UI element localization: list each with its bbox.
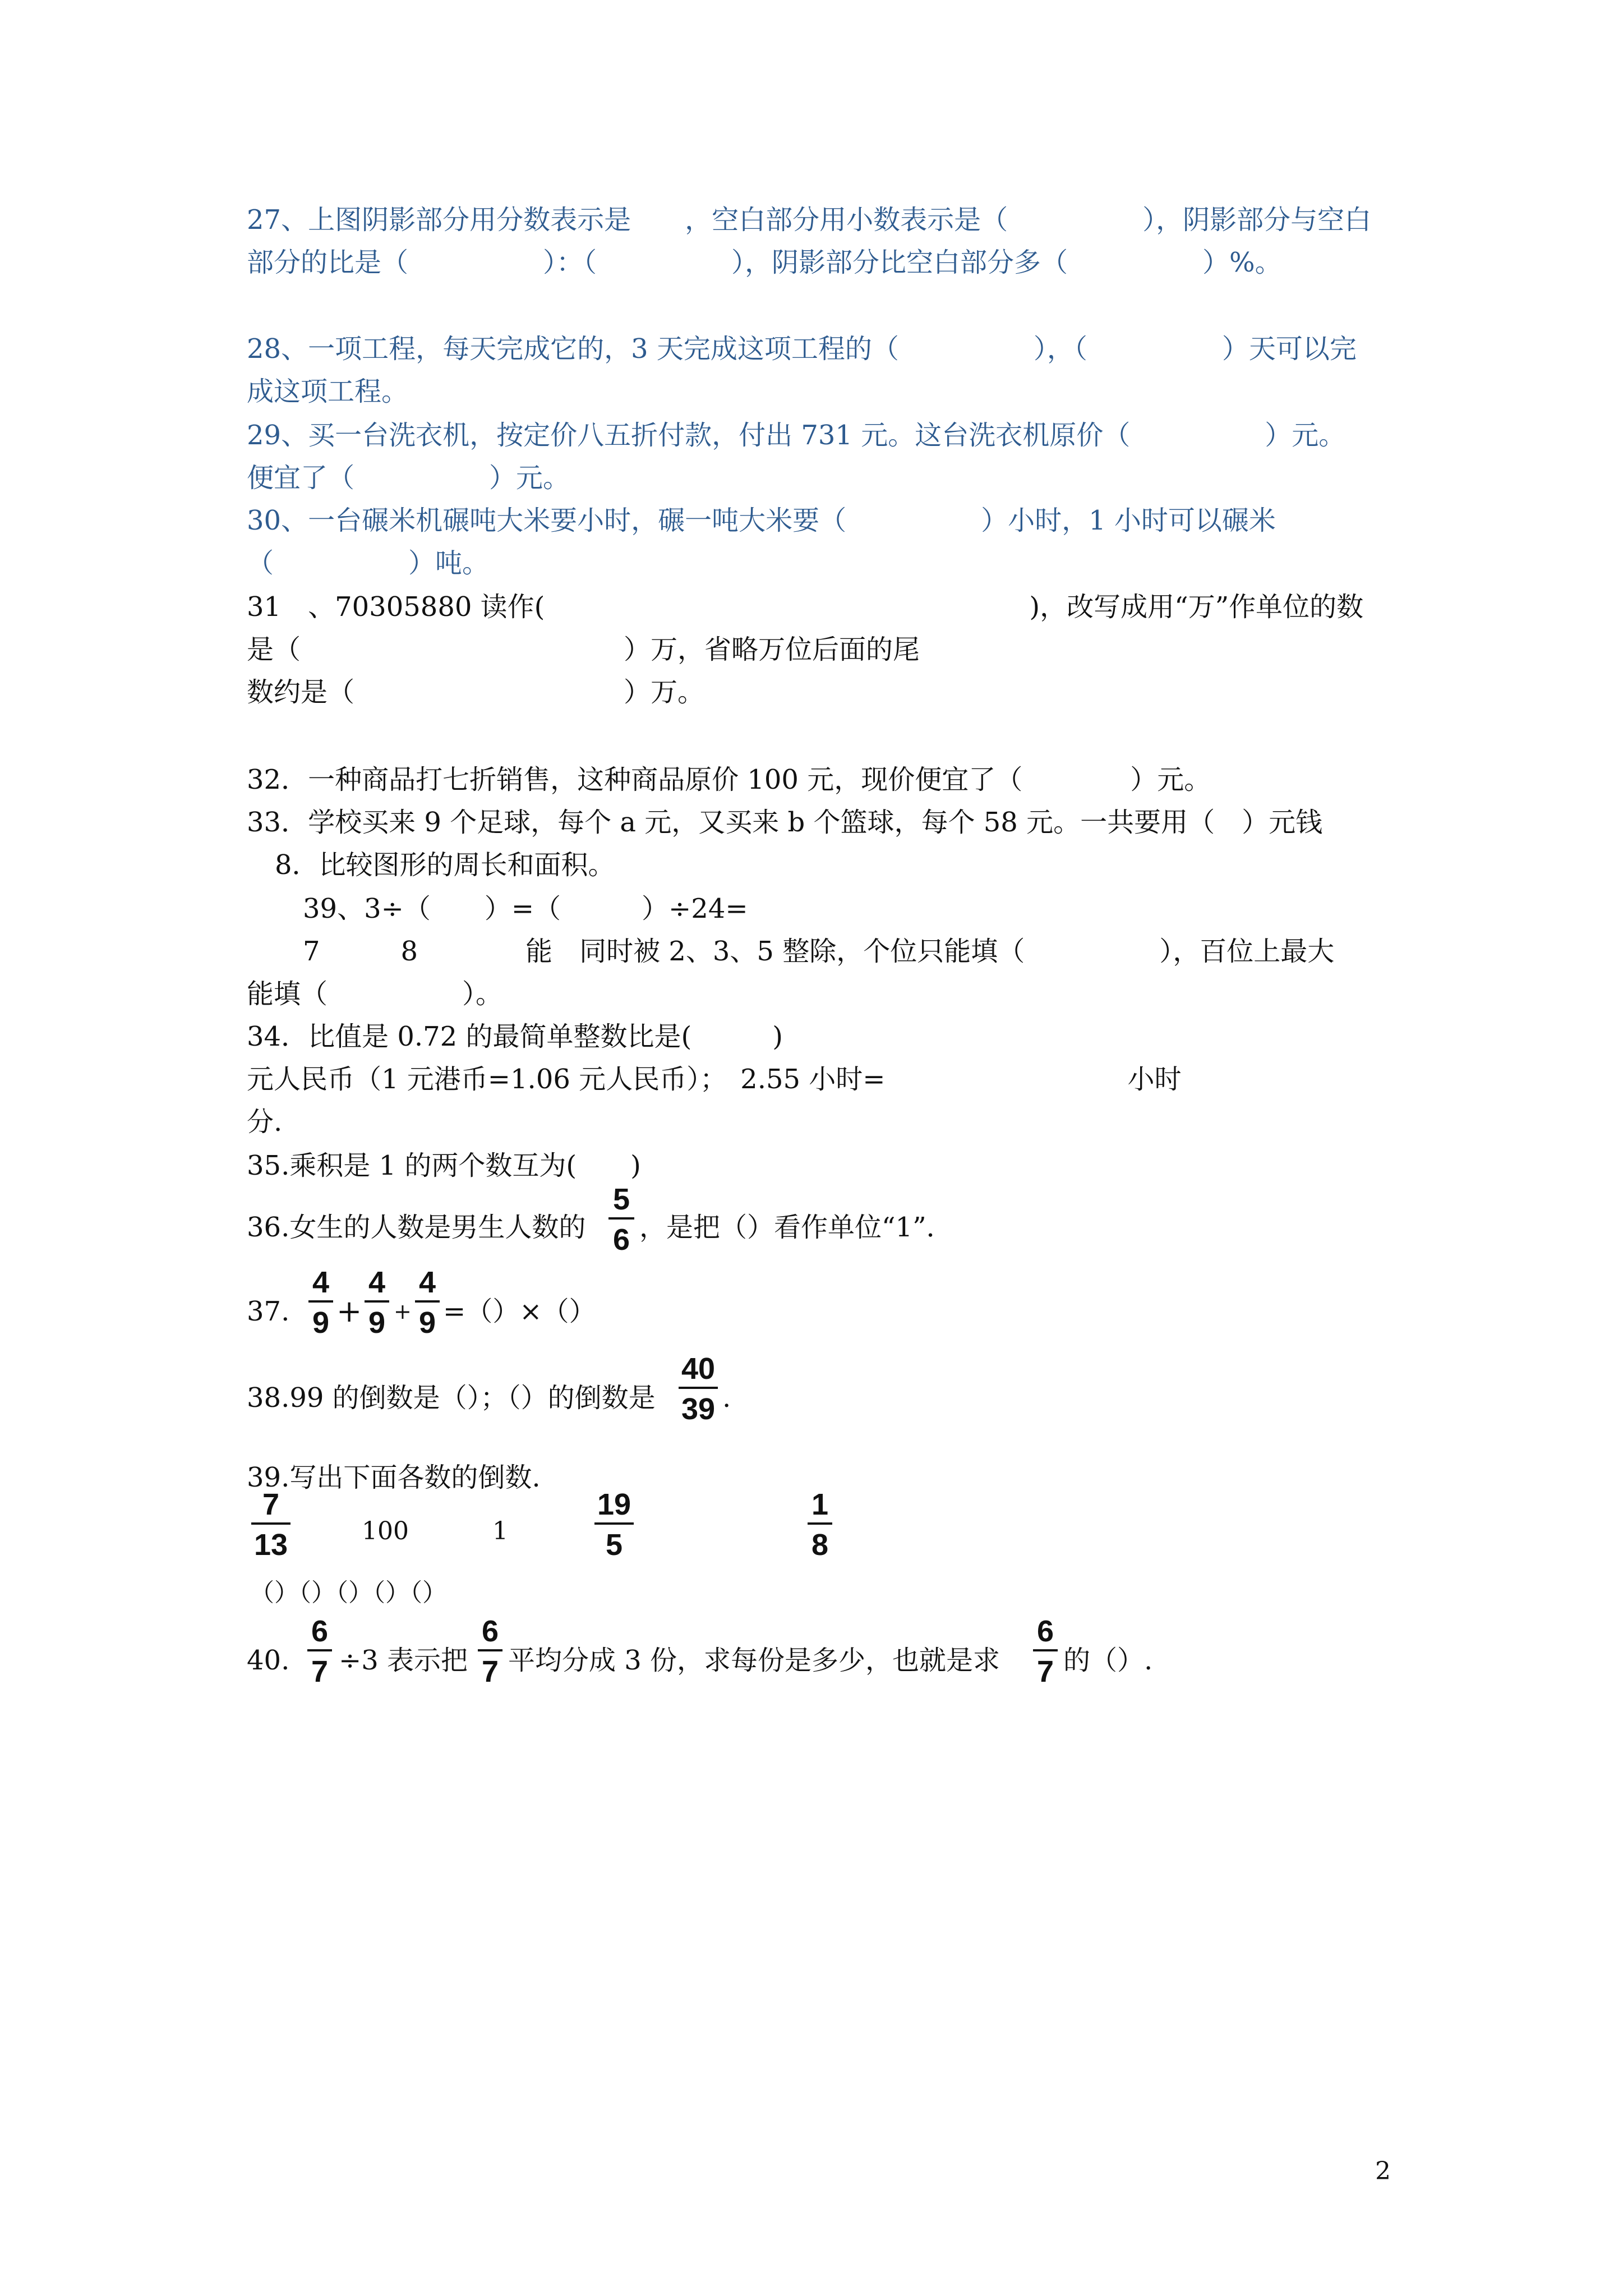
question-34-conversion-line-1: 元人民币（1 元港币=1.06 元人民币）； 2.55 小时= 小时 <box>247 1064 1182 1095</box>
fraction-numerator: 4 <box>418 1266 436 1299</box>
question-39-fraction-1-8 <box>808 1488 832 1562</box>
question-27-line-1: 27、上图阴影部分用分数表示是 ，空白部分用小数表示是（ ），阴影部分与空白 <box>247 204 1372 236</box>
question-38-suffix: . <box>722 1382 731 1414</box>
fraction-denominator: 5 <box>605 1528 623 1562</box>
question-29-line-2: 便宜了（ ）元。 <box>247 462 570 494</box>
question-40-text-3: 的（）. <box>1063 1645 1153 1676</box>
question-divisibility-line-2: 能填（ ）。 <box>247 978 503 1010</box>
fraction-bar <box>415 1300 440 1303</box>
fraction-bar <box>679 1387 718 1389</box>
question-divisibility-line-1: 7 8 能 同时被 2、3、5 整除，个位只能填（ ），百位上最大 <box>303 936 1335 967</box>
question-38-fraction <box>679 1352 718 1426</box>
question-31-line-3: 数约是（ ）万。 <box>247 677 705 708</box>
question-33: 33．学校买来 9 个足球，每个 a 元，又买来 b 个篮球，每个 58 元。一共要用（ ）元钱 <box>247 807 1323 838</box>
fraction-denominator: 8 <box>811 1528 829 1562</box>
question-40-text-2: 平均分成 3 份，求每份是多少，也就是求 <box>508 1645 1000 1676</box>
question-39-answer-blanks: （）（）（）（）（） <box>250 1579 447 1607</box>
question-37-label: 37. <box>247 1296 290 1327</box>
question-28-line-1: 28、一项工程，每天完成它的，3 天完成这项工程的（ ），（ ）天可以完 <box>247 333 1357 365</box>
fraction-bar <box>608 1217 634 1220</box>
question-39-title: 39.写出下面各数的倒数. <box>247 1462 541 1493</box>
fraction-bar <box>594 1522 634 1525</box>
question-40-fraction-1 <box>307 1614 332 1688</box>
fraction-bar <box>308 1300 333 1303</box>
fraction-bar <box>365 1300 389 1303</box>
fraction-denominator: 7 <box>1036 1655 1054 1688</box>
question-34: 34．比值是 0.72 的最简单整数比是( ) <box>247 1021 783 1052</box>
fraction-denominator: 9 <box>312 1306 330 1340</box>
page-number: 2 <box>1375 2157 1391 2185</box>
fraction-bar <box>808 1522 832 1525</box>
fraction-bar <box>478 1649 502 1651</box>
question-32: 32．一种商品打七折销售，这种商品原价 100 元，现价便宜了（ ）元。 <box>247 764 1211 795</box>
question-30-line-2: （ ）吨。 <box>247 547 490 579</box>
question-39-number-100: 100 <box>362 1517 409 1545</box>
question-40-fraction-3 <box>1033 1614 1058 1688</box>
question-30-line-1: 30、一台碾米机碾吨大米要小时，碾一吨大米要（ ）小时，1 小时可以碾米 <box>247 505 1276 536</box>
fraction-bar <box>251 1522 291 1525</box>
fraction-denominator: 9 <box>418 1306 436 1340</box>
fraction-denominator: 39 <box>681 1392 716 1426</box>
fraction-denominator: 6 <box>612 1223 630 1257</box>
fraction-numerator: 4 <box>312 1266 330 1299</box>
fraction-numerator: 5 <box>612 1182 630 1216</box>
fraction-numerator: 4 <box>368 1266 386 1299</box>
plus-sign-2: + <box>394 1299 412 1324</box>
fraction-numerator: 19 <box>597 1488 631 1521</box>
question-34-conversion-line-2: 分. <box>247 1106 283 1138</box>
fraction-denominator: 7 <box>311 1655 329 1688</box>
question-38-prefix: 38.99 的倒数是（）；（）的倒数是 <box>247 1382 656 1414</box>
fraction-bar <box>1033 1649 1058 1651</box>
fraction-denominator: 9 <box>368 1306 386 1340</box>
fraction-numerator: 7 <box>262 1488 280 1521</box>
question-39-fraction-19-5 <box>594 1488 634 1562</box>
question-31-line-1: 31 、70305880 读作( )，改写成用“万”作单位的数 <box>247 591 1364 623</box>
question-39-fraction-7-13 <box>251 1488 291 1562</box>
question-40-text-1: ÷3 表示把 <box>339 1645 468 1676</box>
question-31-line-2: 是（ ）万，省略万位后面的尾 <box>247 634 920 665</box>
question-39-number-1: 1 <box>492 1517 508 1545</box>
question-37-fraction-2 <box>365 1266 389 1340</box>
question-37-fraction-3 <box>415 1266 440 1340</box>
fraction-numerator: 1 <box>811 1488 829 1521</box>
question-40-fraction-2 <box>478 1614 502 1688</box>
question-37-suffix: =（）×（） <box>443 1296 596 1327</box>
fraction-bar <box>307 1649 332 1651</box>
question-36-suffix: ，是把（）看作单位“1”． <box>639 1212 953 1243</box>
fraction-numerator: 6 <box>1036 1614 1054 1648</box>
plus-sign-1: + <box>336 1294 362 1329</box>
question-27-line-2: 部分的比是（ ）：（ ），阴影部分比空白部分多（ ）%。 <box>247 247 1282 278</box>
question-39-division: 39、3÷（ ）=（ ）÷24= <box>303 893 748 924</box>
fraction-denominator: 7 <box>481 1655 499 1688</box>
question-37-fraction-1 <box>308 1266 333 1340</box>
question-8: 8．比较图形的周长和面积。 <box>275 849 615 881</box>
question-40-label: 40. <box>247 1645 290 1676</box>
fraction-numerator: 6 <box>311 1614 329 1648</box>
question-35: 35.乘积是 1 的两个数互为( ) <box>247 1150 641 1181</box>
question-29-line-1: 29、买一台洗衣机，按定价八五折付款，付出 731 元。这台洗衣机原价（ ）元。 <box>247 420 1346 451</box>
fraction-numerator: 40 <box>681 1352 716 1386</box>
fraction-numerator: 6 <box>481 1614 499 1648</box>
question-28-line-2: 成这项工程。 <box>247 376 409 407</box>
question-36-fraction <box>608 1182 634 1257</box>
fraction-denominator: 13 <box>253 1528 288 1562</box>
question-36-prefix: 36.女生的人数是男生人数的 <box>247 1212 586 1243</box>
